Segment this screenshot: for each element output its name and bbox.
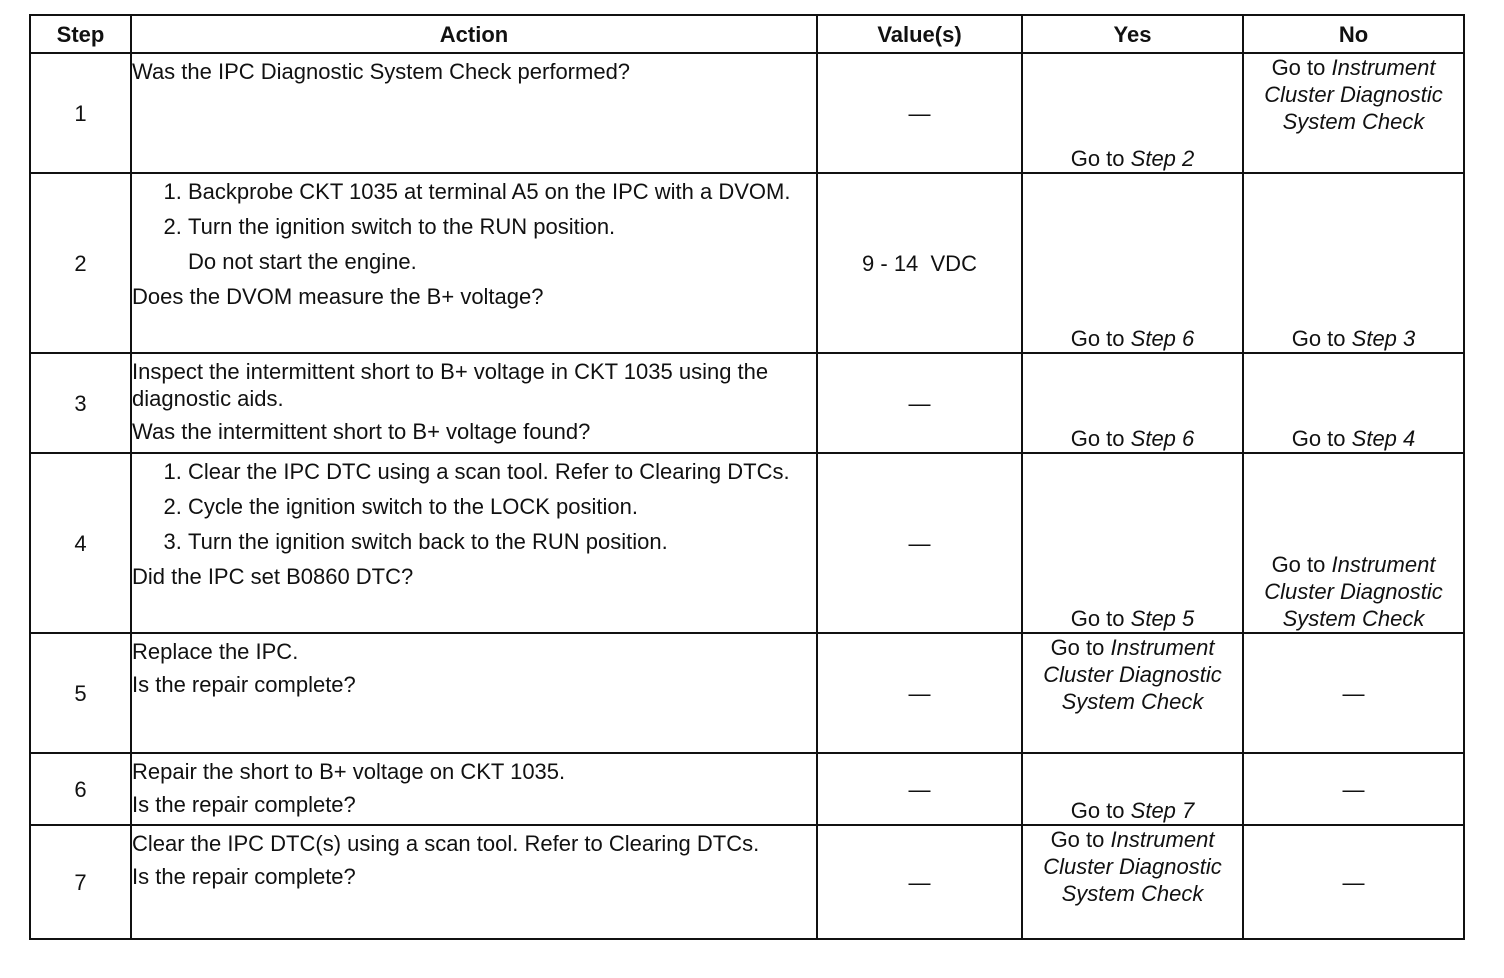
no-cell: — [1243, 633, 1464, 753]
substep-item [188, 458, 816, 485]
no-cell [1243, 53, 1464, 173]
goto-target: Step 5 [1130, 606, 1195, 631]
table-row [30, 633, 1464, 753]
goto-target: Instrument Cluster Diagnostic System Check [1264, 552, 1443, 631]
table-row [30, 173, 1464, 353]
value-cell: — [817, 53, 1022, 173]
no-goto-link[interactable] [1244, 54, 1463, 135]
table-row [30, 53, 1464, 173]
goto-target: Instrument Cluster Diagnostic System Check [1264, 55, 1443, 134]
yes-goto-link[interactable] [1071, 425, 1195, 452]
goto-prefix: Go to [1271, 55, 1326, 80]
action-question: Is the repair complete? [132, 792, 356, 817]
action-text: Replace the IPC. [132, 639, 299, 664]
yes-cell [1022, 173, 1243, 353]
goto-target: Step 7 [1130, 798, 1195, 823]
header-step: Step [30, 15, 131, 53]
substep-list [132, 178, 816, 275]
action-cell [131, 825, 817, 939]
no-goto-link[interactable] [1292, 325, 1416, 352]
value-cell: — [817, 353, 1022, 453]
step-number: 2 [30, 173, 131, 353]
no-cell [1243, 353, 1464, 453]
header-yes: Yes [1022, 15, 1243, 53]
value-cell: — [817, 753, 1022, 825]
yes-goto-link[interactable] [1023, 826, 1242, 907]
goto-prefix: Go to [1070, 798, 1125, 823]
value-cell: — [817, 825, 1022, 939]
step-number: 6 [30, 753, 131, 825]
header-action: Action [131, 15, 817, 53]
action-cell [131, 453, 817, 633]
yes-goto-link[interactable] [1071, 145, 1195, 172]
value-cell: 9 - 14 VDC [817, 173, 1022, 353]
goto-prefix: Go to [1070, 326, 1125, 351]
substep-text: Clear the IPC DTC using a scan tool. Refer to Clearing DTCs. [188, 459, 790, 484]
yes-cell [1022, 453, 1243, 633]
table-row [30, 825, 1464, 939]
substep-text: Turn the ignition switch back to the RUN position. [188, 529, 668, 554]
goto-prefix: Go to [1050, 635, 1105, 660]
table-row [30, 353, 1464, 453]
goto-target: Instrument Cluster Diagnostic System Check [1043, 635, 1222, 714]
header-no: No [1243, 15, 1464, 53]
substep-text: Cycle the ignition switch to the LOCK position. [188, 494, 639, 519]
header-values: Value(s) [817, 15, 1022, 53]
step-number: 1 [30, 53, 131, 173]
action-question: Was the intermittent short to B+ voltage found? [132, 419, 591, 444]
action-cell [131, 53, 817, 173]
action-text: Clear the IPC DTC(s) using a scan tool. Refer to Clearing DTCs. [132, 831, 760, 856]
yes-goto-link[interactable] [1071, 797, 1195, 824]
yes-cell [1022, 825, 1243, 939]
action-cell [131, 353, 817, 453]
action-text: Repair the short to B+ voltage on CKT 1035. [132, 759, 566, 784]
no-cell [1243, 453, 1464, 633]
action-cell [131, 633, 817, 753]
goto-prefix: Go to [1070, 606, 1125, 631]
no-cell: — [1243, 825, 1464, 939]
goto-prefix: Go to [1291, 326, 1346, 351]
goto-prefix: Go to [1070, 146, 1125, 171]
action-text: Was the IPC Diagnostic System Check performed? [132, 59, 631, 84]
yes-goto-link[interactable] [1071, 325, 1195, 352]
action-text: Inspect the intermittent short to B+ voltage in CKT 1035 using the diagnostic aids. [132, 359, 769, 411]
no-goto-link[interactable] [1292, 425, 1416, 452]
yes-cell [1022, 753, 1243, 825]
step-number: 3 [30, 353, 131, 453]
goto-target: Instrument Cluster Diagnostic System Check [1043, 827, 1222, 906]
goto-prefix: Go to [1050, 827, 1105, 852]
header-row [30, 15, 1464, 53]
yes-goto-link[interactable] [1071, 605, 1195, 632]
action-question: Does the DVOM measure the B+ voltage? [132, 284, 544, 309]
action-question: Is the repair complete? [132, 672, 356, 697]
table-row [30, 753, 1464, 825]
goto-prefix: Go to [1070, 426, 1125, 451]
action-question: Is the repair complete? [132, 864, 356, 889]
goto-prefix: Go to [1291, 426, 1346, 451]
yes-cell [1022, 353, 1243, 453]
substep-note: Do not start the engine. [188, 249, 417, 274]
action-question: Did the IPC set B0860 DTC? [132, 564, 414, 589]
substep-item [188, 213, 816, 275]
substep-item [188, 178, 816, 205]
substep-text: Backprobe CKT 1035 at terminal A5 on the IPC with a DVOM. [188, 179, 791, 204]
goto-target: Step 6 [1130, 426, 1195, 451]
yes-cell [1022, 633, 1243, 753]
goto-target: Step 3 [1351, 326, 1416, 351]
value-cell: — [817, 633, 1022, 753]
goto-target: Step 4 [1351, 426, 1416, 451]
no-cell: — [1243, 753, 1464, 825]
goto-target: Step 6 [1130, 326, 1195, 351]
no-cell [1243, 173, 1464, 353]
substep-item [188, 493, 816, 520]
substep-list [132, 458, 816, 555]
action-cell [131, 173, 817, 353]
value-cell: — [817, 453, 1022, 633]
diagnostic-table [29, 14, 1465, 940]
substep-item [188, 528, 816, 555]
yes-cell [1022, 53, 1243, 173]
yes-goto-link[interactable] [1023, 634, 1242, 715]
no-goto-link[interactable] [1244, 551, 1463, 632]
action-cell [131, 753, 817, 825]
substep-text: Turn the ignition switch to the RUN position. [188, 214, 616, 239]
table-row [30, 453, 1464, 633]
step-number: 7 [30, 825, 131, 939]
step-number: 5 [30, 633, 131, 753]
goto-prefix: Go to [1271, 552, 1326, 577]
step-number: 4 [30, 453, 131, 633]
goto-target: Step 2 [1130, 146, 1195, 171]
